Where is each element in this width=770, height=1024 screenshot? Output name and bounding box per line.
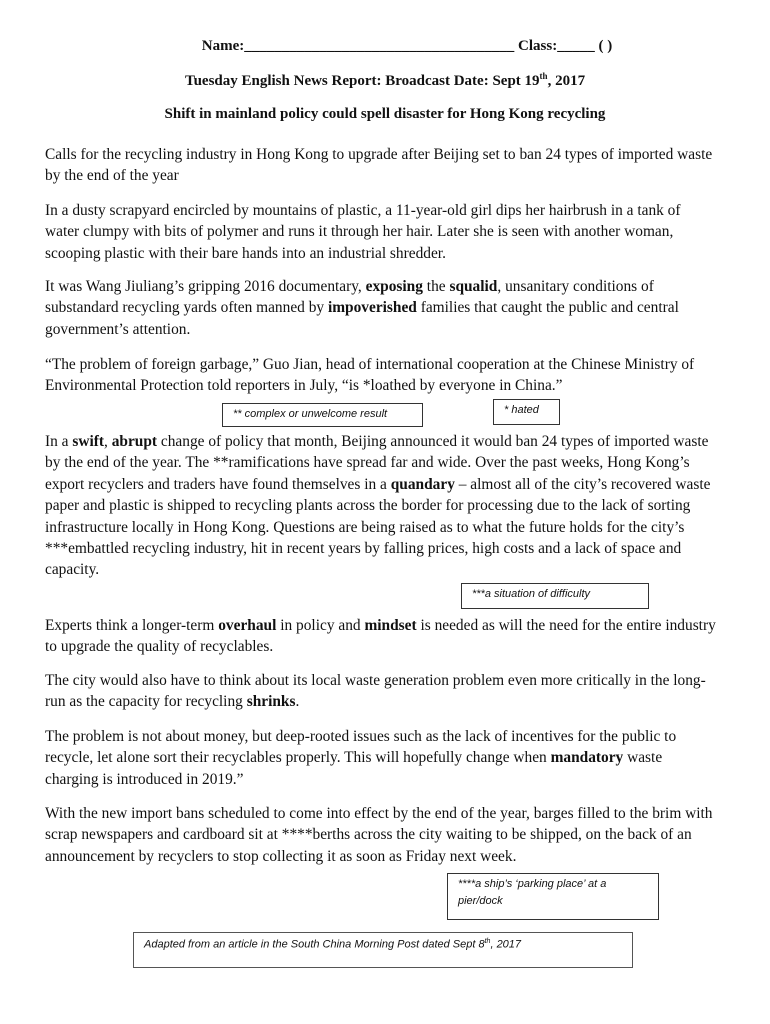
article-paragraph-2: In a dusty scrapyard encircled by mountains of plastic, a 11-year-old girl dips her hairbrush in a tank of water clumpy with bits of polymer and runs it through her hair. Later she is seen with another woman, scooping plastic with their bare hands into an industrial shredder.	[45, 202, 681, 262]
article-paragraph-5	[45, 431, 717, 581]
vocab-word: abrupt	[111, 433, 158, 450]
class-blank: _____	[557, 38, 595, 54]
article-paragraph-4: “The problem of foreign garbage,” Guo Jian, head of international cooperation at the Chinese Ministry of Environmental Protection told reporters in July, “is *loathed by everyone in China.”	[45, 356, 695, 395]
headline: Shift in mainland policy could spell disaster for Hong Kong recycling	[164, 106, 606, 122]
vocab-word: overhaul	[218, 617, 277, 634]
text-segment: change of policy that month, Beijing announced it would ban 24 types of imported waste by the end of the year. The **ramifications have spread far and wide. Over the past weeks, Hong Kong’s export recyclers and traders have found themselves in a	[45, 433, 709, 493]
vocab-word: impoverished	[327, 299, 417, 317]
vocab-word: squalid	[449, 278, 498, 295]
note-situation-of-difficulty: ***a situation of difficulty	[461, 583, 649, 609]
text-segment: is needed as will the need for the entire industry to upgrade the quality of recyclables.	[45, 617, 716, 656]
vocab-word: swift	[72, 433, 104, 450]
name-blank: ____________________________________	[244, 38, 515, 54]
article-paragraph-6	[45, 615, 717, 658]
text-segment: the	[422, 278, 450, 295]
text-segment: The problem is not about money, but deep-rooted issues such as the lack of incentives for the public to recycle, let alone sort their recyclables properly. This will hopefully change when	[45, 728, 677, 767]
text-segment: , unsanitary conditions of substandard recycling yards often manned by	[45, 278, 654, 317]
text-segment: families that caught the public and central government’s attention.	[45, 299, 679, 338]
note-hated: * hated	[493, 399, 560, 425]
article-paragraph-8	[45, 726, 717, 790]
class-label: Class:	[518, 38, 558, 54]
text-segment: .	[295, 693, 300, 711]
source-citation: Adapted from an article in the South China Morning Post dated Sept 8th, 2017	[133, 932, 633, 968]
vocab-word: mandatory	[550, 749, 624, 767]
text-segment: waste charging is introduced in 2019.”	[45, 749, 663, 788]
text-segment: It was Wang Jiuliang’s gripping 2016 documentary,	[45, 278, 366, 295]
text-segment: in policy and	[276, 617, 365, 634]
name-label: Name:	[201, 38, 245, 54]
class-number-paren: ( )	[598, 38, 613, 54]
text-segment: ,	[104, 433, 112, 450]
article-paragraph-3	[45, 276, 717, 340]
text-segment: Experts think a longer-term	[45, 617, 219, 634]
vocab-word: quandary	[390, 475, 455, 493]
vocab-word: exposing	[365, 278, 423, 295]
article-subheading: Calls for the recycling industry in Hong Kong to upgrade after Beijing set to ban 24 types of imported waste by the end of the year	[45, 146, 713, 185]
article-paragraph-9: With the new import bans scheduled to come into effect by the end of the year, barges filled to the brim with scrap newspapers and cardboard sit at ****berths across the city waiting to be shipped, on the back of an announcement by recyclers to stop collecting it as soon as Friday next week.	[45, 805, 713, 865]
text-segment: In a	[45, 433, 73, 450]
article-paragraph-7	[45, 670, 717, 713]
report-title: Tuesday English News Report: Broadcast Date: Sept 19th, 2017	[184, 71, 586, 89]
name-class-line	[22, 38, 770, 55]
vocab-word: mindset	[364, 617, 417, 634]
note-complex-result: ** complex or unwelcome result	[222, 403, 423, 427]
text-segment: The city would also have to think about its local waste generation problem even more critically in the long-run as the capacity for recycling	[45, 672, 706, 711]
text-segment: – almost all of the city’s recovered waste paper and plastic is shipped to recycling plants across the border for processing due to the lack of sorting infrastructure locally in Hong Kong. Questions are being raised as to what the future holds for the city’s ***embattled recycling industry, hit in recent years by falling prices, high costs and a lack of space and capacity.	[45, 475, 711, 579]
note-berth: ****a ship’s ‘parking place’ at a pier/dock	[447, 873, 659, 920]
vocab-word: shrinks	[246, 693, 296, 711]
